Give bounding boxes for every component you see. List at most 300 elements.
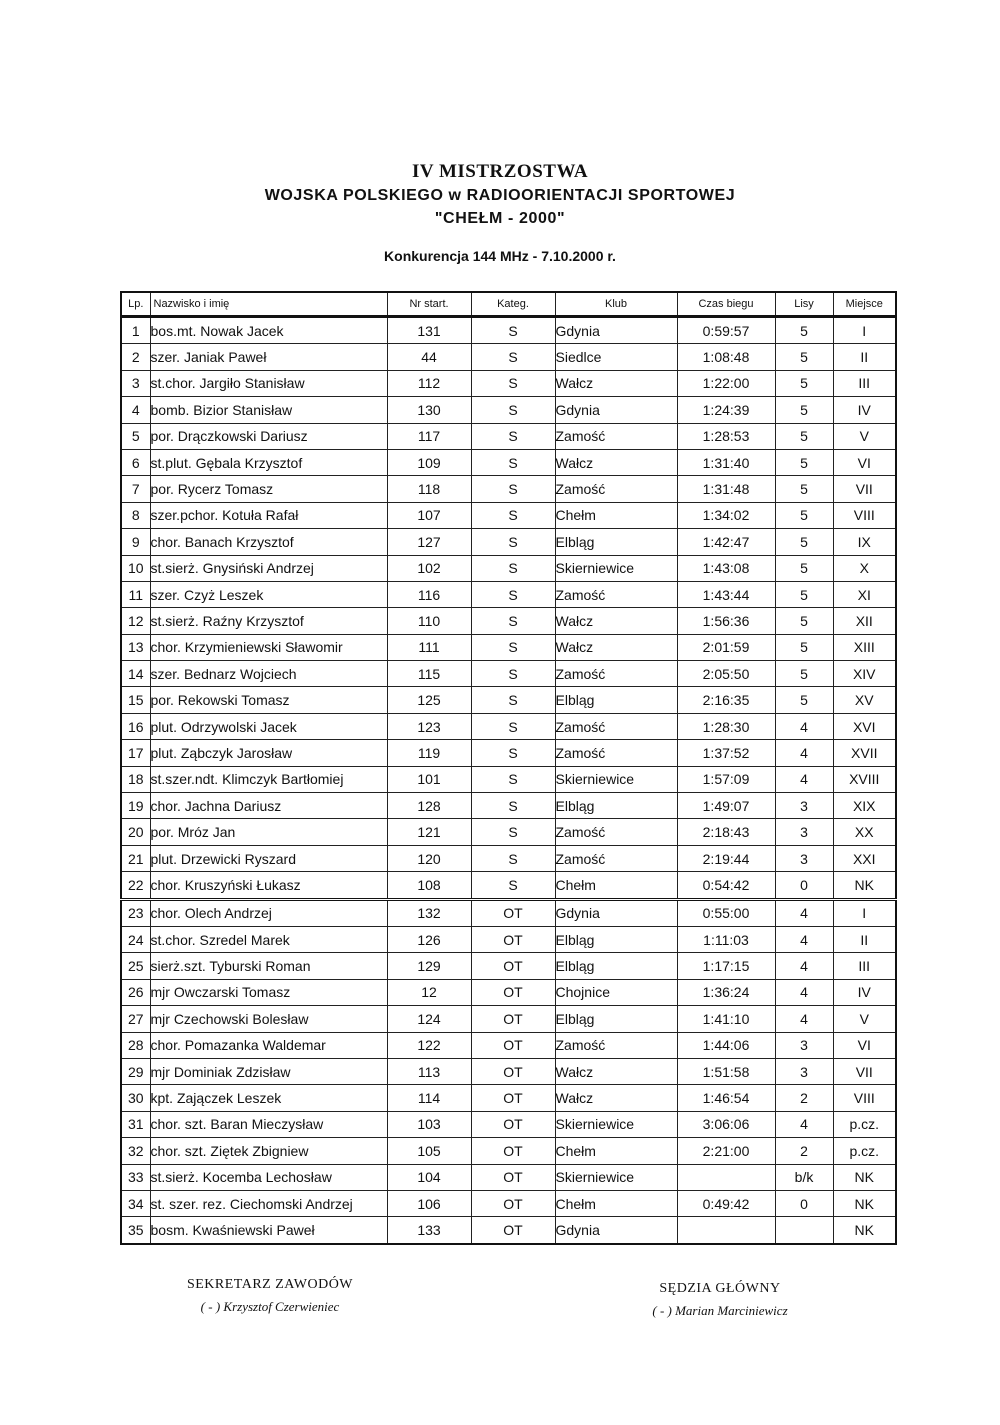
cell-klub: Elbląg	[555, 687, 677, 713]
cell-kat: S	[471, 713, 555, 739]
cell-lp: 26	[121, 979, 150, 1005]
signature-judge	[600, 1281, 840, 1319]
cell-lp: 35	[121, 1217, 150, 1244]
cell-lisy: 3	[775, 1058, 833, 1084]
cell-name: por. Drączkowski Dariusz	[150, 423, 387, 449]
cell-lp: 27	[121, 1006, 150, 1032]
cell-miejsce: VI	[833, 449, 896, 475]
cell-miejsce: NK	[833, 1217, 896, 1244]
cell-name: chor. szt. Baran Mieczysław	[150, 1111, 387, 1137]
cell-lisy: 5	[775, 397, 833, 423]
cell-lp: 3	[121, 370, 150, 396]
cell-miejsce: II	[833, 926, 896, 952]
cell-lp: 7	[121, 476, 150, 502]
cell-nr: 12	[387, 979, 471, 1005]
cell-lisy: 4	[775, 979, 833, 1005]
title-line-3: "CHEŁM - 2000"	[434, 210, 566, 227]
cell-klub: Zamość	[555, 713, 677, 739]
cell-czas: 1:22:00	[677, 370, 775, 396]
cell-lp: 5	[121, 423, 150, 449]
cell-lisy: 4	[775, 766, 833, 792]
cell-lp: 30	[121, 1085, 150, 1111]
cell-czas: 1:44:06	[677, 1032, 775, 1058]
cell-miejsce: XX	[833, 819, 896, 845]
cell-kat: S	[471, 423, 555, 449]
cell-kat: OT	[471, 953, 555, 979]
cell-name: chor. Krzymieniewski Sławomir	[150, 634, 387, 660]
cell-kat: S	[471, 397, 555, 423]
cell-nr: 123	[387, 713, 471, 739]
cell-kat: OT	[471, 1085, 555, 1111]
table-row	[121, 872, 896, 899]
cell-kat: S	[471, 581, 555, 607]
cell-name: st.szer.ndt. Klimczyk Bartłomiej	[150, 766, 387, 792]
col-header-kat: Kateg.	[471, 292, 555, 317]
cell-klub: Wałcz	[555, 1085, 677, 1111]
cell-kat: OT	[471, 1032, 555, 1058]
cell-miejsce: XVII	[833, 740, 896, 766]
cell-lisy: 4	[775, 953, 833, 979]
cell-nr: 109	[387, 449, 471, 475]
cell-czas: 0:54:42	[677, 872, 775, 899]
cell-czas: 1:34:02	[677, 502, 775, 528]
cell-nr: 113	[387, 1058, 471, 1084]
cell-czas: 1:24:39	[677, 397, 775, 423]
cell-name: por. Rycerz Tomasz	[150, 476, 387, 502]
cell-name: kpt. Zajączek Leszek	[150, 1085, 387, 1111]
cell-nr: 127	[387, 529, 471, 555]
cell-miejsce: p.cz.	[833, 1111, 896, 1137]
cell-name: por. Rekowski Tomasz	[150, 687, 387, 713]
cell-lp: 9	[121, 529, 150, 555]
cell-nr: 103	[387, 1111, 471, 1137]
table-row	[121, 926, 896, 952]
cell-lisy: 4	[775, 1006, 833, 1032]
cell-czas: 1:43:08	[677, 555, 775, 581]
cell-czas: 2:19:44	[677, 845, 775, 871]
cell-klub: Chojnice	[555, 979, 677, 1005]
cell-lisy: 4	[775, 713, 833, 739]
cell-lisy: 5	[775, 370, 833, 396]
secretary-name: ( - ) Krzysztof Czerwieniec	[200, 1299, 340, 1314]
cell-lp: 16	[121, 713, 150, 739]
cell-czas: 1:11:03	[677, 926, 775, 952]
cell-nr: 106	[387, 1190, 471, 1216]
cell-name: chor. Pomazanka Waldemar	[150, 1032, 387, 1058]
cell-kat: OT	[471, 1058, 555, 1084]
cell-lp: 12	[121, 608, 150, 634]
cell-nr: 126	[387, 926, 471, 952]
cell-nr: 121	[387, 819, 471, 845]
cell-name: mjr Czechowski Bolesław	[150, 1006, 387, 1032]
cell-lp: 21	[121, 845, 150, 871]
cell-lp: 17	[121, 740, 150, 766]
cell-czas: 1:31:48	[677, 476, 775, 502]
cell-kat: S	[471, 819, 555, 845]
cell-lp: 33	[121, 1164, 150, 1190]
cell-nr: 114	[387, 1085, 471, 1111]
cell-miejsce: XXI	[833, 845, 896, 871]
cell-klub: Zamość	[555, 845, 677, 871]
cell-name: szer. Bednarz Wojciech	[150, 661, 387, 687]
cell-lp: 34	[121, 1190, 150, 1216]
cell-klub: Skierniewice	[555, 1111, 677, 1137]
cell-miejsce: III	[833, 953, 896, 979]
cell-czas: 1:56:36	[677, 608, 775, 634]
table-row	[121, 661, 896, 687]
cell-miejsce: XIV	[833, 661, 896, 687]
cell-name: bomb. Bizior Stanisław	[150, 397, 387, 423]
cell-name: szer.pchor. Kotuła Rafał	[150, 502, 387, 528]
table-row	[121, 370, 896, 396]
cell-name: szer. Czyż Leszek	[150, 581, 387, 607]
cell-kat: S	[471, 344, 555, 370]
cell-lisy: 5	[775, 555, 833, 581]
cell-kat: S	[471, 370, 555, 396]
table-row	[121, 1111, 896, 1137]
title-line-2: WOJSKA POLSKIEGO w RADIOORIENTACJI SPORTOWEJ	[264, 187, 736, 204]
cell-lp: 19	[121, 793, 150, 819]
cell-kat: S	[471, 317, 555, 344]
table-row	[121, 1217, 896, 1244]
table-row	[121, 502, 896, 528]
cell-lisy: 0	[775, 1190, 833, 1216]
cell-czas: 1:28:53	[677, 423, 775, 449]
cell-kat: OT	[471, 979, 555, 1005]
cell-nr: 117	[387, 423, 471, 449]
cell-nr: 119	[387, 740, 471, 766]
cell-lisy: 5	[775, 608, 833, 634]
cell-kat: OT	[471, 1164, 555, 1190]
table-row	[121, 899, 896, 926]
cell-kat: S	[471, 793, 555, 819]
cell-name: chor. Kruszyński Łukasz	[150, 872, 387, 899]
results-table	[120, 291, 897, 1245]
cell-klub: Chełm	[555, 1138, 677, 1164]
cell-czas: 2:16:35	[677, 687, 775, 713]
cell-lisy: 5	[775, 661, 833, 687]
cell-klub: Chełm	[555, 1190, 677, 1216]
cell-nr: 131	[387, 317, 471, 344]
cell-miejsce: V	[833, 1006, 896, 1032]
cell-nr: 124	[387, 1006, 471, 1032]
cell-lp: 23	[121, 899, 150, 926]
cell-czas: 1:36:24	[677, 979, 775, 1005]
cell-lisy	[775, 1217, 833, 1244]
cell-czas: 1:51:58	[677, 1058, 775, 1084]
cell-miejsce: XV	[833, 687, 896, 713]
cell-miejsce: I	[833, 899, 896, 926]
cell-nr: 129	[387, 953, 471, 979]
cell-czas: 3:06:06	[677, 1111, 775, 1137]
table-row	[121, 476, 896, 502]
cell-klub: Wałcz	[555, 370, 677, 396]
cell-czas: 1:17:15	[677, 953, 775, 979]
table-row	[121, 1138, 896, 1164]
cell-nr: 128	[387, 793, 471, 819]
cell-name: st.sierż. Raźny Krzysztof	[150, 608, 387, 634]
table-row	[121, 1164, 896, 1190]
cell-lisy: 4	[775, 899, 833, 926]
cell-klub: Gdynia	[555, 397, 677, 423]
cell-lp: 31	[121, 1111, 150, 1137]
cell-klub: Elbląg	[555, 1006, 677, 1032]
cell-klub: Gdynia	[555, 317, 677, 344]
cell-nr: 133	[387, 1217, 471, 1244]
table-row	[121, 423, 896, 449]
table-row	[121, 1058, 896, 1084]
cell-miejsce: VIII	[833, 502, 896, 528]
table-row	[121, 634, 896, 660]
cell-nr: 116	[387, 581, 471, 607]
cell-klub: Siedlce	[555, 344, 677, 370]
cell-name: st. szer. rez. Ciechomski Andrzej	[150, 1190, 387, 1216]
cell-lp: 4	[121, 397, 150, 423]
cell-name: plut. Odrzywolski Jacek	[150, 713, 387, 739]
table-header-row	[121, 292, 896, 317]
table-row	[121, 581, 896, 607]
cell-miejsce: V	[833, 423, 896, 449]
cell-lp: 22	[121, 872, 150, 899]
cell-lp: 10	[121, 555, 150, 581]
cell-miejsce: XI	[833, 581, 896, 607]
cell-lp: 28	[121, 1032, 150, 1058]
table-row	[121, 819, 896, 845]
col-header-miejsce: Miejsce	[833, 292, 896, 317]
cell-name: sierż.szt. Tyburski Roman	[150, 953, 387, 979]
cell-name: mjr Dominiak Zdzisław	[150, 1058, 387, 1084]
cell-miejsce: IX	[833, 529, 896, 555]
cell-nr: 102	[387, 555, 471, 581]
cell-lisy: 5	[775, 687, 833, 713]
cell-miejsce: I	[833, 317, 896, 344]
cell-czas: 2:21:00	[677, 1138, 775, 1164]
cell-lisy: 5	[775, 449, 833, 475]
cell-klub: Elbląg	[555, 953, 677, 979]
cell-nr: 125	[387, 687, 471, 713]
cell-lp: 6	[121, 449, 150, 475]
cell-lp: 24	[121, 926, 150, 952]
cell-name: st.chor. Jargiło Stanisław	[150, 370, 387, 396]
cell-klub: Wałcz	[555, 449, 677, 475]
cell-kat: S	[471, 529, 555, 555]
cell-lp: 18	[121, 766, 150, 792]
cell-klub: Chełm	[555, 502, 677, 528]
title-line-1: IV MISTRZOSTWA	[411, 161, 589, 182]
table-row	[121, 979, 896, 1005]
cell-lp: 32	[121, 1138, 150, 1164]
table-row	[121, 766, 896, 792]
cell-lisy: 3	[775, 845, 833, 871]
cell-name: bosm. Kwaśniewski Paweł	[150, 1217, 387, 1244]
table-row	[121, 713, 896, 739]
signature-secretary	[150, 1277, 390, 1315]
cell-lp: 15	[121, 687, 150, 713]
cell-lisy: 5	[775, 344, 833, 370]
cell-nr: 112	[387, 370, 471, 396]
table-row	[121, 1190, 896, 1216]
cell-lisy: 4	[775, 926, 833, 952]
cell-klub: Zamość	[555, 581, 677, 607]
cell-czas: 1:43:44	[677, 581, 775, 607]
cell-czas: 1:46:54	[677, 1085, 775, 1111]
cell-czas: 1:31:40	[677, 449, 775, 475]
cell-nr: 111	[387, 634, 471, 660]
cell-kat: OT	[471, 1138, 555, 1164]
cell-miejsce: NK	[833, 1190, 896, 1216]
cell-miejsce: III	[833, 370, 896, 396]
cell-miejsce: NK	[833, 1164, 896, 1190]
table-row	[121, 449, 896, 475]
cell-czas	[677, 1164, 775, 1190]
cell-lisy: 0	[775, 872, 833, 899]
cell-lp: 1	[121, 317, 150, 344]
cell-klub: Zamość	[555, 819, 677, 845]
cell-lisy: 2	[775, 1138, 833, 1164]
table-row	[121, 740, 896, 766]
cell-czas: 2:18:43	[677, 819, 775, 845]
cell-nr: 108	[387, 872, 471, 899]
cell-kat: S	[471, 845, 555, 871]
cell-miejsce: NK	[833, 872, 896, 899]
cell-lisy: 2	[775, 1085, 833, 1111]
cell-czas: 1:28:30	[677, 713, 775, 739]
judge-role: SĘDZIA GŁÓWNY	[659, 1281, 781, 1296]
col-header-czas: Czas biegu	[677, 292, 775, 317]
cell-kat: OT	[471, 899, 555, 926]
results-body	[121, 317, 896, 1244]
cell-czas: 0:49:42	[677, 1190, 775, 1216]
cell-miejsce: IV	[833, 979, 896, 1005]
cell-czas: 1:42:47	[677, 529, 775, 555]
cell-klub: Skierniewice	[555, 766, 677, 792]
cell-nr: 105	[387, 1138, 471, 1164]
cell-name: chor. Jachna Dariusz	[150, 793, 387, 819]
cell-kat: S	[471, 766, 555, 792]
cell-miejsce: VII	[833, 476, 896, 502]
cell-nr: 107	[387, 502, 471, 528]
table-row	[121, 555, 896, 581]
cell-name: st.sierż. Kocemba Lechosław	[150, 1164, 387, 1190]
cell-name: por. Mróz Jan	[150, 819, 387, 845]
cell-kat: S	[471, 608, 555, 634]
cell-miejsce: VII	[833, 1058, 896, 1084]
cell-czas: 2:01:59	[677, 634, 775, 660]
col-header-klub: Klub	[555, 292, 677, 317]
cell-name: plut. Drzewicki Ryszard	[150, 845, 387, 871]
cell-klub: Wałcz	[555, 1058, 677, 1084]
cell-name: plut. Ząbczyk Jarosław	[150, 740, 387, 766]
cell-lp: 2	[121, 344, 150, 370]
cell-czas: 1:49:07	[677, 793, 775, 819]
table-row	[121, 845, 896, 871]
cell-klub: Gdynia	[555, 1217, 677, 1244]
cell-lp: 13	[121, 634, 150, 660]
cell-nr: 115	[387, 661, 471, 687]
cell-czas: 1:08:48	[677, 344, 775, 370]
cell-czas: 0:59:57	[677, 317, 775, 344]
cell-kat: S	[471, 687, 555, 713]
cell-lisy: 5	[775, 502, 833, 528]
col-header-lp: Lp.	[121, 292, 150, 317]
cell-klub: Skierniewice	[555, 1164, 677, 1190]
cell-nr: 130	[387, 397, 471, 423]
cell-lisy: 4	[775, 1111, 833, 1137]
cell-name: chor. Banach Krzysztof	[150, 529, 387, 555]
cell-nr: 101	[387, 766, 471, 792]
cell-kat: S	[471, 872, 555, 899]
cell-nr: 44	[387, 344, 471, 370]
col-header-name: Nazwisko i imię	[150, 292, 387, 317]
cell-klub: Zamość	[555, 1032, 677, 1058]
cell-kat: S	[471, 449, 555, 475]
cell-lp: 8	[121, 502, 150, 528]
cell-name: szer. Janiak Paweł	[150, 344, 387, 370]
cell-miejsce: VIII	[833, 1085, 896, 1111]
cell-czas: 1:41:10	[677, 1006, 775, 1032]
cell-czas: 2:05:50	[677, 661, 775, 687]
cell-miejsce: XIX	[833, 793, 896, 819]
cell-nr: 122	[387, 1032, 471, 1058]
cell-miejsce: X	[833, 555, 896, 581]
table-row	[121, 953, 896, 979]
cell-lisy: 4	[775, 740, 833, 766]
cell-name: mjr Owczarski Tomasz	[150, 979, 387, 1005]
cell-miejsce: p.cz.	[833, 1138, 896, 1164]
table-row	[121, 793, 896, 819]
cell-lisy: b/k	[775, 1164, 833, 1190]
cell-kat: S	[471, 476, 555, 502]
cell-lp: 29	[121, 1058, 150, 1084]
table-row	[121, 1006, 896, 1032]
cell-lp: 14	[121, 661, 150, 687]
cell-klub: Zamość	[555, 740, 677, 766]
col-header-nr: Nr start.	[387, 292, 471, 317]
cell-czas: 1:57:09	[677, 766, 775, 792]
cell-kat: OT	[471, 1217, 555, 1244]
cell-miejsce: II	[833, 344, 896, 370]
cell-miejsce: VI	[833, 1032, 896, 1058]
cell-lisy: 3	[775, 793, 833, 819]
cell-name: bos.mt. Nowak Jacek	[150, 317, 387, 344]
table-row	[121, 344, 896, 370]
cell-lisy: 5	[775, 317, 833, 344]
cell-lp: 11	[121, 581, 150, 607]
cell-nr: 104	[387, 1164, 471, 1190]
table-row	[121, 687, 896, 713]
cell-name: chor. Olech Andrzej	[150, 899, 387, 926]
cell-kat: S	[471, 555, 555, 581]
cell-name: st.sierż. Gnysiński Andrzej	[150, 555, 387, 581]
cell-kat: OT	[471, 1190, 555, 1216]
cell-kat: OT	[471, 926, 555, 952]
table-row	[121, 608, 896, 634]
col-header-lisy: Lisy	[775, 292, 833, 317]
cell-miejsce: XIII	[833, 634, 896, 660]
cell-lp: 20	[121, 819, 150, 845]
cell-miejsce: XII	[833, 608, 896, 634]
cell-lisy: 5	[775, 581, 833, 607]
cell-miejsce: IV	[833, 397, 896, 423]
table-row	[121, 1032, 896, 1058]
cell-miejsce: XVIII	[833, 766, 896, 792]
subtitle: Konkurencja 144 MHz - 7.10.2000 r.	[384, 248, 616, 264]
cell-klub: Gdynia	[555, 899, 677, 926]
cell-czas: 1:37:52	[677, 740, 775, 766]
judge-name: ( - ) Marian Marciniewicz	[652, 1303, 788, 1318]
cell-nr: 110	[387, 608, 471, 634]
secretary-role: SEKRETARZ ZAWODÓW	[186, 1277, 354, 1292]
